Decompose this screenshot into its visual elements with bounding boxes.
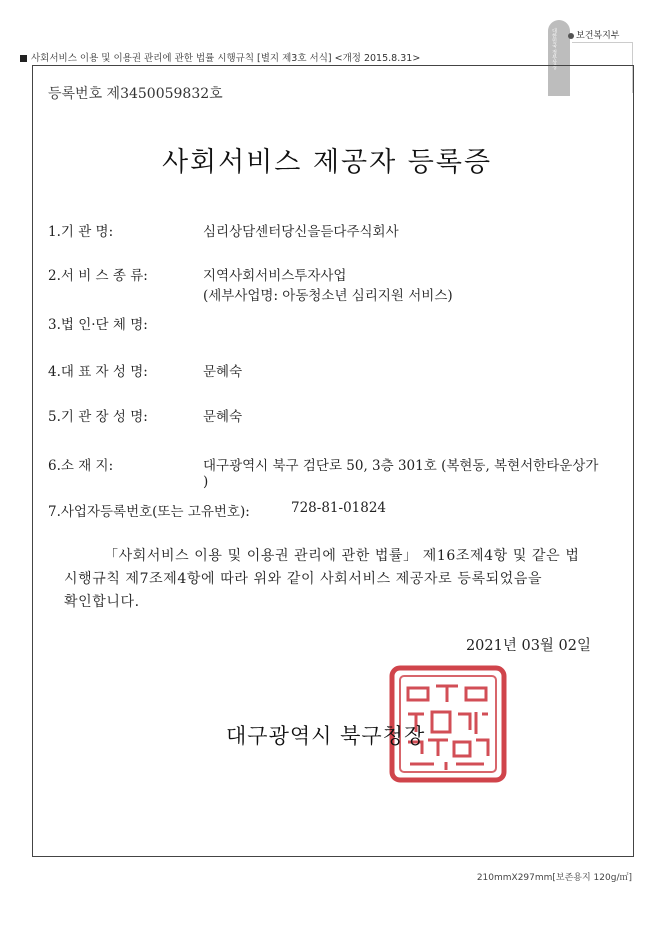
field-value-detail: ): [203, 474, 209, 490]
field-value: 문혜숙: [203, 409, 243, 425]
form-header-text: 사회서비스 이용 및 이용권 관리에 관한 법률 시행규칙 [별지 제3호 서식] <개정 2015.8.31>: [31, 53, 421, 64]
field-value-detail: (세부사업명: 아동청소년 심리지원 서비스): [203, 288, 453, 304]
field-value: 728-81-01824: [291, 500, 387, 516]
certificate-title: 사회서비스 제공자 등록증: [161, 147, 493, 178]
field-value: 대구광역시 북구 검단로 50, 3층 301호 (복현동, 복현서한타운상가: [203, 458, 599, 474]
bullet-square-icon: [20, 55, 27, 62]
field-label: 1.기 관 명:: [48, 224, 114, 240]
emblem-text: 대한민국 정부상징: [551, 28, 557, 70]
field-row-business-number: [48, 500, 387, 520]
confirmation-text: [64, 545, 599, 614]
confirmation-line-1: 「사회서비스 이용 및 이용권 관리에 관한 법률」 제16조제4항 및 같은 법: [104, 548, 580, 564]
field-value: 문혜숙: [203, 364, 243, 380]
field-label: 4.대 표 자 성 명:: [48, 364, 148, 380]
ministry-name: [568, 28, 619, 41]
issue-date: 2021년 03월 02일: [465, 638, 591, 654]
field-label: 7.사업자등록번호(또는 고유번호):: [48, 504, 250, 520]
form-header-note: [20, 50, 420, 64]
ministry-dot-icon: [568, 33, 574, 39]
field-label: 2.서 비 스 종 류:: [48, 268, 148, 284]
field-label: 5.기 관 장 성 명:: [48, 409, 148, 425]
field-value: 심리상담센터당신을듣다주식회사: [203, 224, 399, 240]
field-value: 지역사회서비스투자사업: [203, 268, 347, 284]
paper-spec-note: 210mmX297mm[보존용지 120g/㎡]: [476, 873, 632, 883]
confirmation-line-2: 시행규칙 제7조제4항에 따라 위와 같이 사회서비스 제공자로 등록되었음을: [64, 571, 543, 587]
field-label: 6.소 재 지:: [48, 458, 114, 474]
confirmation-line-3: 확인합니다.: [64, 594, 140, 610]
registration-number: 등록번호 제3450059832호: [48, 86, 223, 102]
ministry-name-text: 보건복지부: [576, 31, 620, 41]
issuing-authority: 대구광역시 북구청장: [226, 724, 426, 748]
field-label: 3.법 인·단 체 명:: [48, 317, 148, 333]
